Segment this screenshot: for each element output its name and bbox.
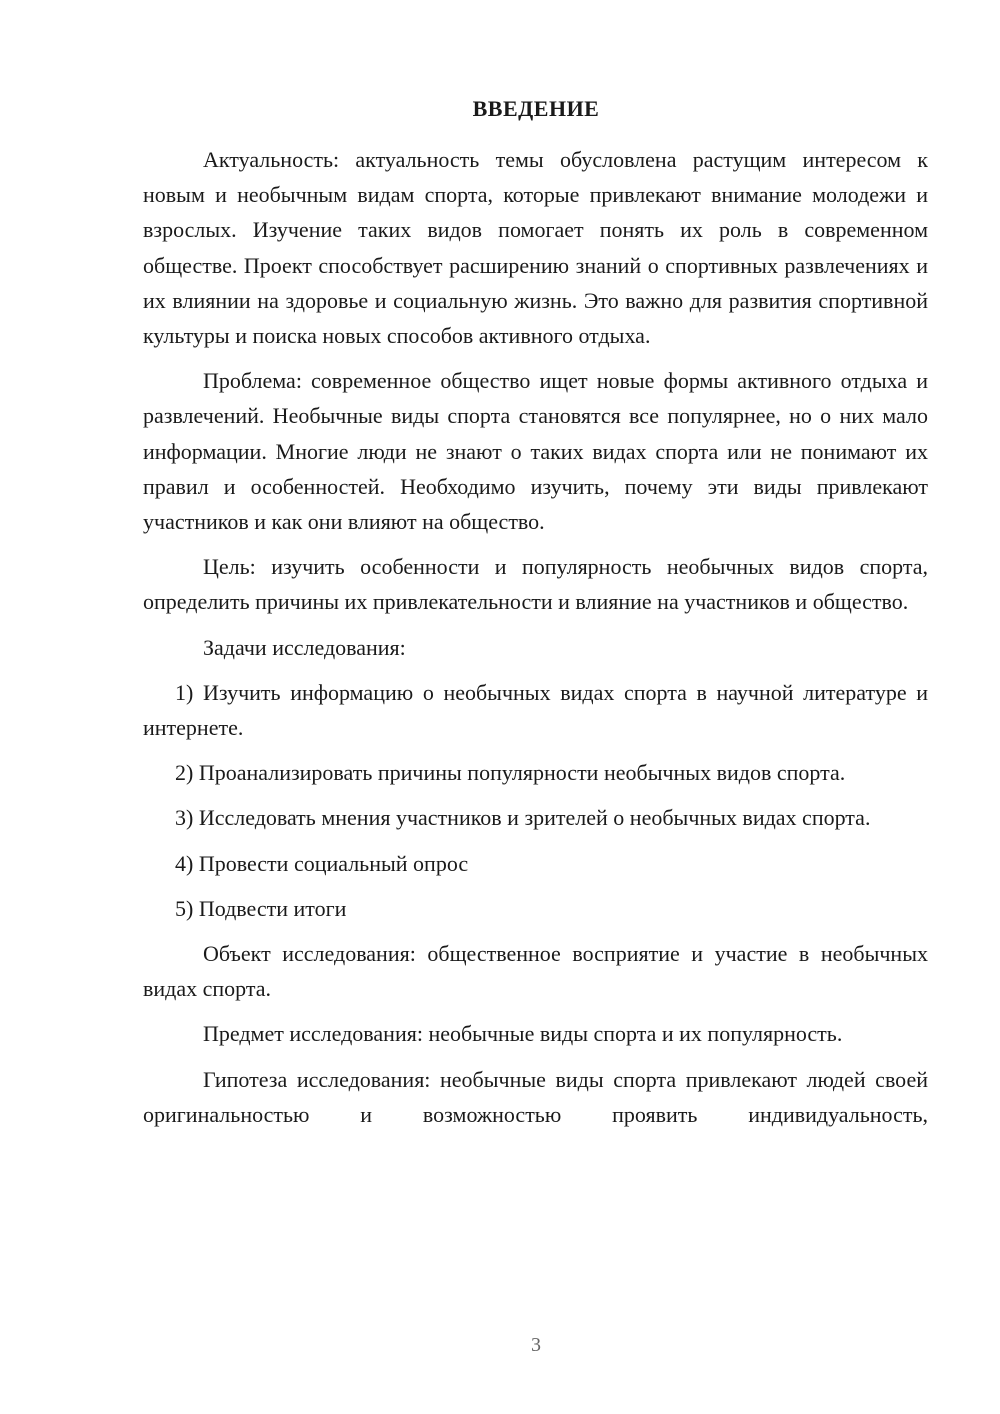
task-item-3: 3) Исследовать мнения участников и зрителей о необычных видах спорта. <box>175 805 871 831</box>
hypothesis-paragraph: Гипотеза исследования: необычные виды спорта привлекают людей своей оригинальностью и возможностью проявить индивидуальность, <box>143 1066 928 1127</box>
task-item-4: 4) Провести социальный опрос <box>175 850 469 876</box>
document-body <box>143 142 928 1132</box>
task-item-2: 2) Проанализировать причины популярности необычных видов спорта. <box>175 760 846 786</box>
page-number: 3 <box>531 1334 541 1356</box>
relevance-paragraph: Актуальность: актуальность темы обусловлена растущим интересом к новым и необычным видам спорта, которые привлекают внимание молодежи и взрослых. Изучение таких видов помогает понять их роль в современном обществе. Проект способствует расширению знаний о спортивных развлечениях и их влиянии на здоровье и социальную жизнь. Это важно для развития спортивной культуры и поиска новых способов активного отдыха. <box>143 147 928 349</box>
tasks-heading: Задачи исследования: <box>203 634 406 660</box>
subject-paragraph: Предмет исследования: необычные виды спорта и их популярность. <box>203 1021 843 1047</box>
task-item-5: 5) Подвести итоги <box>175 895 347 921</box>
task-item-1: 1) Изучить информацию о необычных видах спорта в научной литературе и интернете. <box>143 679 928 741</box>
problem-paragraph: Проблема: современное общество ищет новые формы активного отдыха и развлечений. Необычные виды спорта становятся все популярнее, но о них мало информации. Многие люди не знают о таких видах спорта или не понимают их правил и особенностей. Необходимо изучить, почему эти виды привлекают участников и как они влияют на общество. <box>143 368 928 535</box>
page-title: ВВЕДЕНИЕ <box>472 96 600 121</box>
goal-paragraph: Цель: изучить особенности и популярность необычных видов спорта, определить причины их привлекательности и влияние на участников и общество. <box>143 554 928 615</box>
object-paragraph: Объект исследования: общественное восприятие и участие в необычных видах спорта. <box>143 941 928 1002</box>
